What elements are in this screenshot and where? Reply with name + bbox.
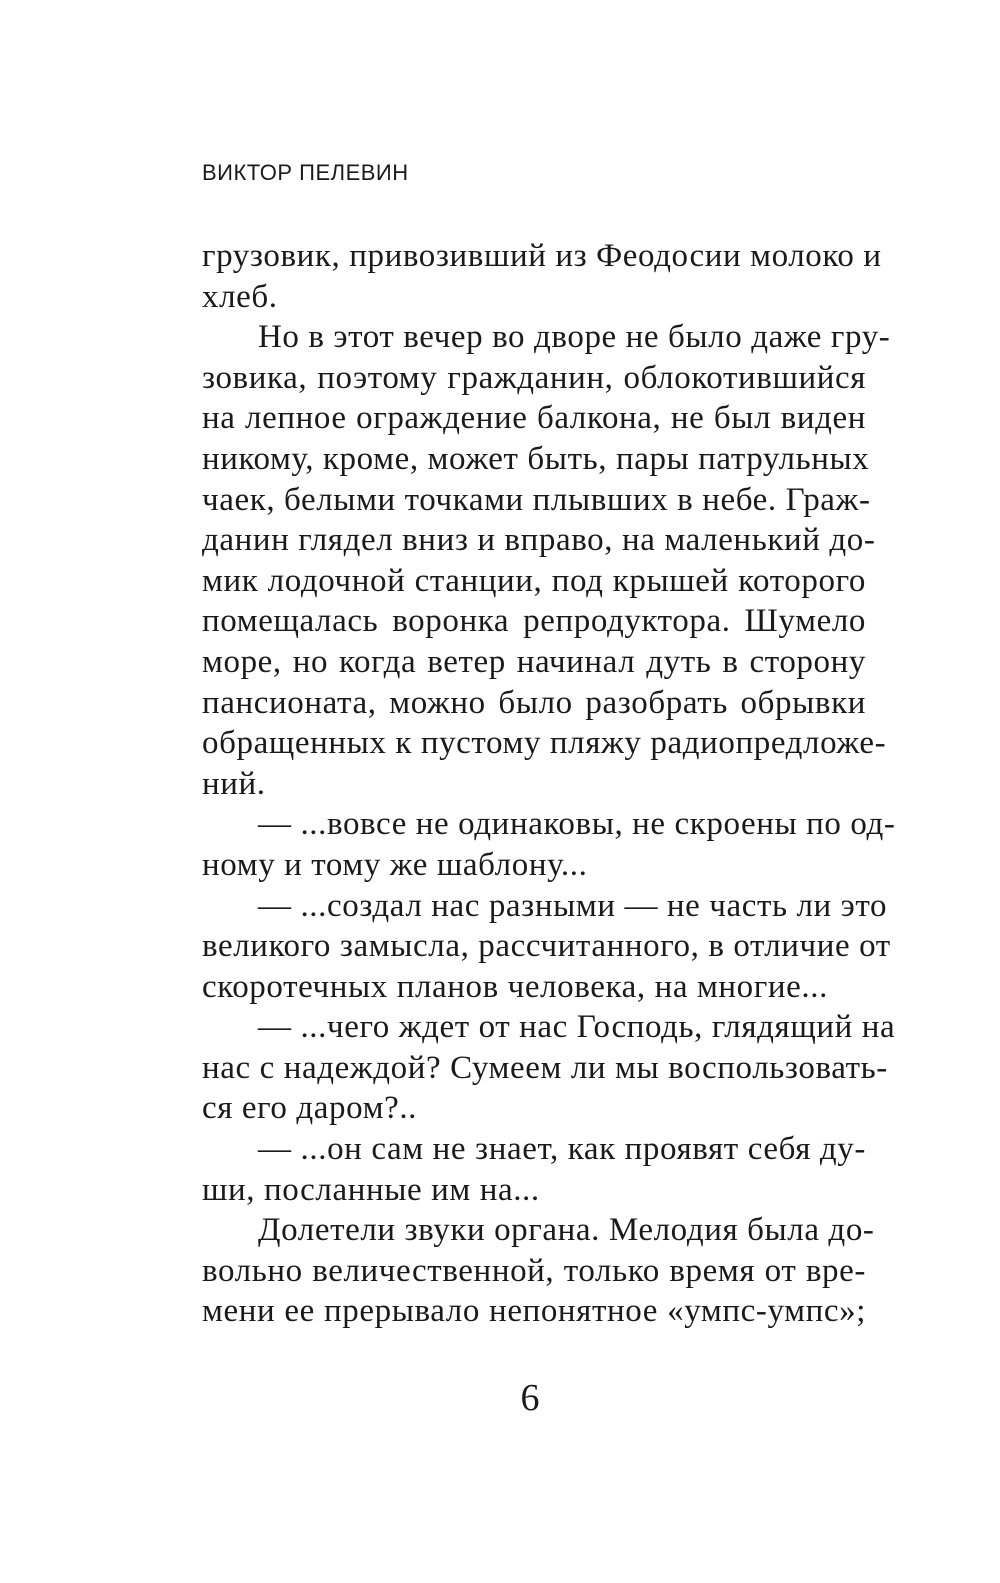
text-line: нас с надеждой? Сумеем ли мы воспользовать- [202,1049,888,1086]
text-line: зовика, поэтому гражданин, облокотившийся [202,359,866,396]
text-line: мени ее прерывало непонятное «умпс-умпс»; [202,1293,866,1330]
text-line: на лепное ограждение балкона, не был виден [202,400,866,437]
text-line: море, но когда ветер начинал дуть в сторону [202,643,866,680]
text-line: пансионата, можно было разобрать обрывки [202,684,866,721]
text-line: данин глядел вниз и вправо, на маленький до- [202,522,876,559]
text-line: помещалась воронка репродуктора. Шумело [202,603,866,640]
text-line: Но в этот вечер во дворе не было даже гру- [258,319,891,356]
text-line: — ...он сам не знает, как проявят себя ду- [258,1131,866,1168]
text-line: грузовик, привозивший из Феодосии молоко и [202,238,882,274]
text-line: обращенных к пустому пляжу радиопредложе- [202,725,887,762]
text-line: мик лодочной станции, под крышей которого [202,562,866,599]
body-text [202,236,896,1332]
text-line: — ...чего ждет от нас Господь, глядящий на [258,1009,896,1046]
text-line: хлеб. [202,278,278,315]
text-line: скоротечных планов человека, на многие... [202,968,828,1005]
text-line: великого замысла, рассчитанного, в отличие от [202,928,891,965]
text-line: — ...создал нас разными — не часть ли это [258,887,888,924]
text-line: Долетели звуки органа. Мелодия была до- [258,1212,875,1249]
text-line: вольно величественной, только время от вре- [202,1252,866,1289]
text-line: никому, кроме, может быть, пары патрульных [202,440,870,477]
running-header-author: ВИКТОР ПЕЛЕВИН [202,160,409,185]
text-line: — ...вовсе не одинаковы, не скроены по од- [258,806,896,843]
text-line: ши, посланные им на... [202,1171,540,1208]
text-line: ся его даром?.. [202,1090,418,1127]
text-line: чаек, белыми точками плывших в небе. Граж- [202,481,871,518]
page-number: 6 [520,1377,540,1419]
text-line: ний. [202,765,266,802]
text-line: ному и тому же шаблону... [202,846,588,883]
